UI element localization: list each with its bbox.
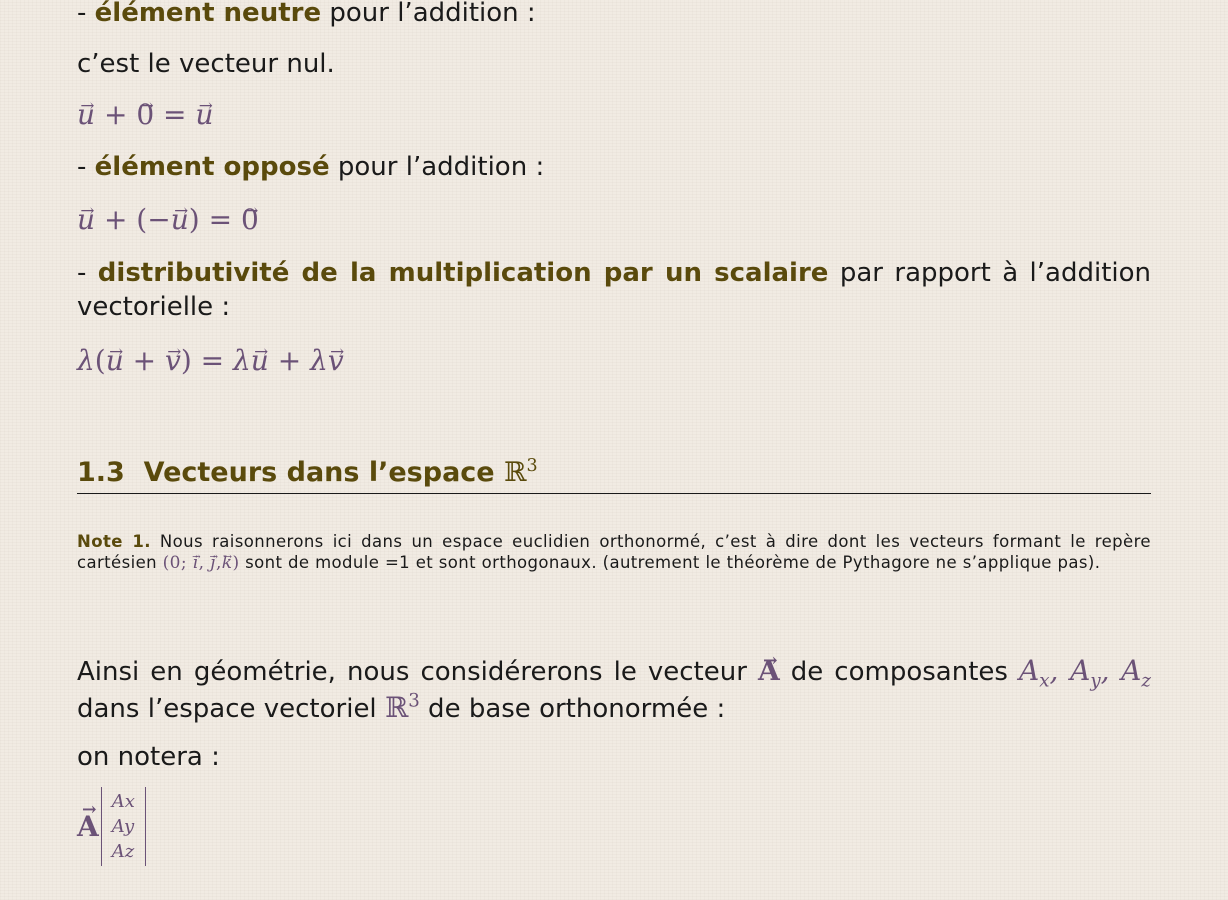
matrix-components xyxy=(101,787,146,866)
section-space-symbol: ℝ$^3$ xyxy=(504,456,538,488)
note-frame-formula: (0; → i, → j,→ k) xyxy=(163,553,240,573)
opposite-element-line xyxy=(77,150,544,184)
note-1 xyxy=(77,531,1151,574)
bullet-dash: - xyxy=(77,258,98,288)
section-heading xyxy=(77,456,1151,494)
neutral-element-description: c’est le vecteur nul. xyxy=(77,49,335,79)
distributivity-keyword: distributivité de la multiplication par un scalaire xyxy=(97,258,829,288)
space-r3-symbol: ℝ$^3$ xyxy=(384,690,420,724)
paragraph-text-3: dans l’espace vectoriel xyxy=(77,694,385,724)
distributivity-suffix: par rapport à l’addition vectorielle : xyxy=(77,258,1151,322)
paragraph-text-1: Ainsi en géométrie, nous considérerons le vecteur xyxy=(77,657,758,687)
matrix-row-ax: Ax xyxy=(111,791,135,812)
on-notera-line: on notera : xyxy=(77,742,220,772)
opposite-element-suffix: pour l’addition : xyxy=(329,152,545,182)
bullet-dash: - xyxy=(77,152,95,182)
matrix-row-ay: Ay xyxy=(111,816,135,837)
note-text-part-2: sont de module =1 et sont orthogonaux. (autrement le théorème de Pythagore ne s’applique pas). xyxy=(239,553,1101,572)
paragraph-text-2: de composantes xyxy=(779,657,1019,687)
formula-neutral: → u + → 0 = → u xyxy=(77,98,213,132)
neutral-element-suffix: pour l’addition : xyxy=(321,0,536,28)
formula-distributivity: λ(→ u + → v) = λ→ u + λ→ v xyxy=(77,344,344,378)
note-text-part-1: Nous raisonnerons ici dans un espace euclidien orthonormé, c’est à dire dont les vecteurs formant le repère cartésien xyxy=(77,532,1151,572)
bullet-dash: - xyxy=(77,0,95,28)
neutral-element-keyword: élément neutre xyxy=(94,0,322,28)
paragraph-text-4: de base orthonormée : xyxy=(419,694,726,724)
matrix-row-az: Az xyxy=(111,841,135,862)
component-matrix xyxy=(77,787,146,866)
neutral-element-line xyxy=(77,0,536,30)
vector-A-symbol: → A xyxy=(758,654,780,687)
opposite-element-keyword: élément opposé xyxy=(94,152,330,182)
distributivity-line xyxy=(77,256,1151,324)
matrix-vector-symbol: → A xyxy=(77,810,99,843)
section-title-text: Vecteurs dans l’espace xyxy=(143,457,495,488)
vector-description-paragraph xyxy=(77,653,1151,727)
formula-opposite: → u + (−→ u) = → 0 xyxy=(77,203,259,237)
section-number: 1.3 xyxy=(77,457,125,488)
note-label: Note 1. xyxy=(77,532,151,551)
components-formula: $A_x$, $A_y$, $A_z$ xyxy=(1019,654,1151,692)
